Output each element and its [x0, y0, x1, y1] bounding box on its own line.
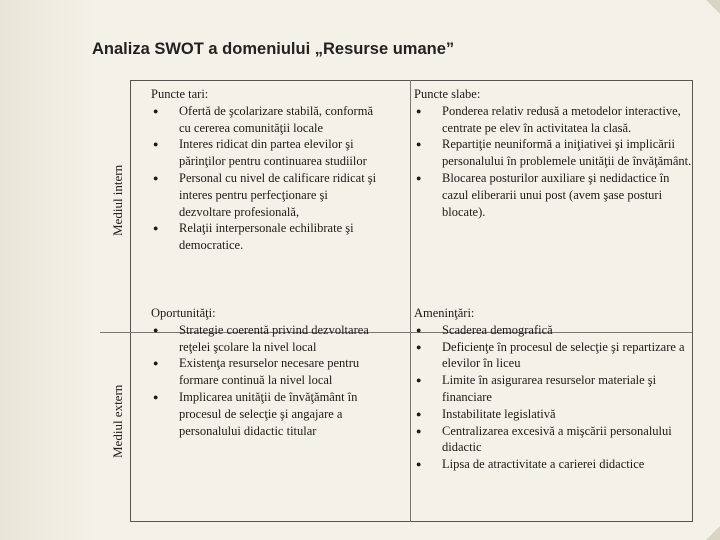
list-item — [414, 372, 692, 406]
list-item — [151, 103, 379, 137]
weaknesses-list — [414, 103, 692, 221]
weaknesses-cell — [414, 86, 692, 220]
list-item-text: Relaţii interpersonale echilibrate şi democratice. — [179, 221, 354, 253]
list-item — [151, 355, 401, 389]
opportunities-heading: Oportunităţi: — [151, 306, 216, 320]
table-border-left — [130, 80, 131, 522]
table-border-top — [130, 80, 692, 81]
threats-heading: Ameninţări: — [414, 306, 475, 320]
list-item — [414, 136, 692, 170]
swot-table — [100, 80, 692, 522]
list-item-text: Deficienţe în procesul de selecţie şi repartizare a elevilor în liceu — [442, 339, 685, 371]
list-item — [414, 322, 692, 339]
list-item-text: Interes ridicat din partea elevilor şi părinţilor pentru continuarea studiilor — [179, 137, 367, 169]
bullet-icon: ● — [416, 341, 422, 352]
bullet-icon: ● — [416, 459, 422, 470]
strengths-cell — [151, 86, 379, 254]
list-item-text: Scaderea demografică — [442, 322, 553, 337]
list-item — [414, 406, 692, 423]
slide-title: Analiza SWOT a domeniului „Resurse umane” — [92, 40, 455, 58]
bullet-icon: ● — [153, 223, 159, 234]
table-border-bottom — [130, 521, 692, 522]
list-item — [414, 423, 692, 457]
list-item — [414, 456, 692, 473]
bullet-icon: ● — [416, 375, 422, 386]
list-item-text: Blocarea posturilor auxiliare şi nedidactice în cazul eliberarii unui post (avem şase posturi blocate). — [442, 170, 670, 219]
list-item-text: Existenţa resurselor necesare pentru formare continuă la nivel local — [179, 356, 360, 388]
bullet-icon: ● — [416, 324, 422, 335]
list-item — [151, 136, 379, 170]
bullet-icon: ● — [416, 105, 422, 116]
list-item — [151, 220, 379, 254]
list-item-text: Strategie coerentă privind dezvoltarea reţelei şcolare la nivel local — [179, 322, 369, 354]
corner-decoration-top — [706, 0, 720, 14]
list-item — [414, 170, 692, 220]
table-divider-vertical — [410, 80, 411, 522]
strengths-heading: Puncte tari: — [151, 87, 209, 101]
strengths-list — [151, 103, 379, 254]
bullet-icon: ● — [416, 425, 422, 436]
bullet-icon: ● — [153, 105, 159, 116]
list-item-text: Limite în asigurarea resurselor materiale şi financiare — [442, 373, 657, 404]
bullet-icon: ● — [153, 139, 159, 150]
list-item — [151, 170, 379, 220]
bullet-icon: ● — [153, 324, 159, 335]
list-item-text: Implicarea unităţii de învăţământ în procesul de selecţie şi angajare a personalului didactic titular — [179, 389, 358, 438]
table-border-right — [692, 80, 693, 522]
bullet-icon: ● — [416, 172, 422, 183]
bullet-icon: ● — [416, 408, 422, 419]
list-item-text: Repartiţie neuniformă a iniţiativei şi implicării personalului în problemele unităţii de învăţământ. — [442, 137, 692, 169]
bullet-icon: ● — [153, 391, 159, 402]
background-gradient — [0, 0, 95, 540]
threats-list — [414, 322, 692, 473]
opportunities-list — [151, 322, 401, 440]
opportunities-cell — [151, 305, 401, 439]
list-item — [151, 322, 401, 356]
bullet-icon: ● — [153, 172, 159, 183]
threats-cell — [414, 305, 692, 473]
list-item — [151, 389, 401, 439]
list-item-text: Centralizarea excesivă a mişcării personalului didactic — [442, 423, 672, 455]
list-item-text: Personal cu nivel de calificare ridicat şi interes pentru perfecţionare şi dezvoltare profesională, — [179, 170, 377, 219]
list-item — [414, 339, 692, 373]
bullet-icon: ● — [416, 139, 422, 150]
list-item-text: Instabilitate legislativă — [442, 406, 556, 421]
bullet-icon: ● — [153, 358, 159, 369]
list-item — [414, 103, 692, 137]
list-item-text: Lipsa de atractivitate a carierei didactice — [442, 457, 645, 472]
list-item-text: Ponderea relativ redusă a metodelor interactive, centrate pe elev în activitatea la clasă. — [442, 103, 681, 135]
corner-decoration-bottom — [706, 526, 720, 540]
list-item-text: Ofertă de şcolarizare stabilă, conformă cu cererea comunităţii locale — [179, 103, 373, 135]
weaknesses-heading: Puncte slabe: — [414, 87, 481, 101]
label-mediul-intern: Mediul intern — [110, 164, 125, 236]
label-mediul-extern: Mediul extern — [110, 384, 125, 458]
